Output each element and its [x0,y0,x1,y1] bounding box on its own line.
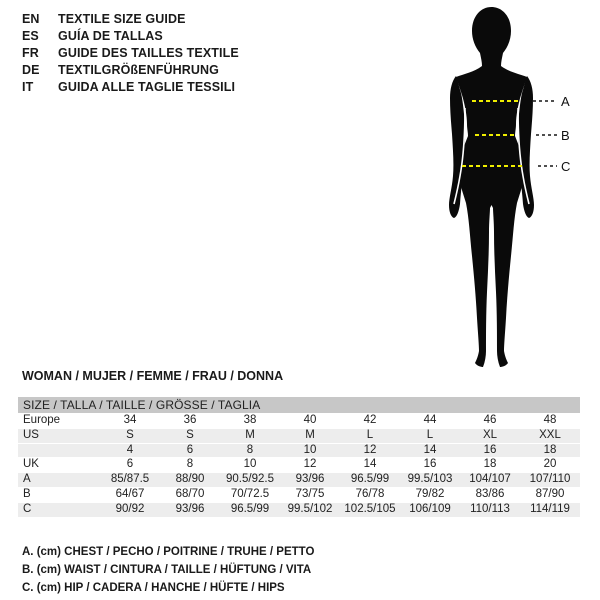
row-label: Europe [18,414,100,429]
lang-title: GUIDE DES TAILLES TEXTILE [58,45,239,60]
size-cell: 46 [460,414,520,429]
row-label: US [18,428,100,443]
measure-legend [22,543,314,597]
language-title-block [22,10,239,95]
row-label: A [18,473,100,488]
lang-row-en [22,10,239,27]
size-cell: S [100,428,160,443]
lang-code: ES [22,28,39,43]
table-row [18,428,580,443]
table-row [18,458,580,473]
body-silhouette [456,7,527,367]
size-cell: XXL [520,428,580,443]
table-header-label: SIZE / TALLA / TAILLE / GRÖSSE / TAGLIA [18,397,580,414]
size-cell: 18 [520,443,580,458]
lang-row-it [22,78,239,95]
table-row [18,502,580,516]
size-cell: 12 [340,443,400,458]
legend-hip: C. (cm) HIP / CADERA / HANCHE / HÜFTE / HIPS [22,582,285,594]
size-cell: 88/90 [160,473,220,488]
table-row [18,473,580,488]
size-cell: 114/119 [520,502,580,516]
lang-row-es [22,27,239,44]
size-cell: 64/67 [100,487,160,502]
size-cell: 20 [520,458,580,473]
size-cell: 16 [460,443,520,458]
size-cell: 90.5/92.5 [220,473,280,488]
size-cell: 14 [400,443,460,458]
size-cell: L [340,428,400,443]
size-cell: 96.5/99 [220,502,280,516]
size-cell: 110/113 [460,502,520,516]
size-cell: XL [460,428,520,443]
legend-chest: A. (cm) CHEST / PECHO / POITRINE / TRUHE / PETTO [22,546,315,558]
size-cell: 18 [460,458,520,473]
lang-code: IT [22,79,34,94]
table-header-row [18,397,580,414]
size-cell: 40 [280,414,340,429]
size-cell: 96.5/99 [340,473,400,488]
woman-figure [420,4,580,374]
size-cell: 6 [160,443,220,458]
lang-title: TEXTILGRÖßENFÜHRUNG [58,62,219,77]
size-cell: 90/92 [100,502,160,516]
row-label: B [18,487,100,502]
size-cell: 10 [280,443,340,458]
lang-row-fr [22,44,239,61]
size-cell: 106/109 [400,502,460,516]
size-cell: 10 [220,458,280,473]
table-row [18,487,580,502]
size-cell: 104/107 [460,473,520,488]
size-table-body [18,414,580,517]
size-cell: 99.5/103 [400,473,460,488]
size-cell: 12 [280,458,340,473]
size-cell: 48 [520,414,580,429]
measure-label-a: A [561,94,570,109]
lang-title: TEXTILE SIZE GUIDE [58,11,186,26]
size-cell: 102.5/105 [340,502,400,516]
size-cell: S [160,428,220,443]
size-cell: 8 [160,458,220,473]
table-row [18,443,580,458]
size-cell: M [220,428,280,443]
measure-label-c: C [561,159,571,174]
table-section-title: WOMAN / MUJER / FEMME / FRAU / DONNA [22,369,284,383]
lang-code: EN [22,11,40,26]
row-label: C [18,502,100,516]
right-arm-silhouette [518,76,534,218]
size-cell: 34 [100,414,160,429]
size-cell: 73/75 [280,487,340,502]
size-cell: 85/87.5 [100,473,160,488]
size-cell: 42 [340,414,400,429]
legend-waist: B. (cm) WAIST / CINTURA / TAILLE / HÜFTUNG / VITA [22,564,312,576]
measure-label-b: B [561,128,570,143]
table-row [18,414,580,429]
size-cell: 87/90 [520,487,580,502]
size-cell: 36 [160,414,220,429]
size-cell: 8 [220,443,280,458]
size-cell: L [400,428,460,443]
size-cell: 38 [220,414,280,429]
size-cell: 76/78 [340,487,400,502]
lang-code: DE [22,62,40,77]
row-label: UK [18,458,100,473]
size-cell: 107/110 [520,473,580,488]
size-cell: 83/86 [460,487,520,502]
size-cell: 14 [340,458,400,473]
lang-code: FR [22,45,39,60]
woman-silhouette-svg [420,4,580,374]
size-cell: 4 [100,443,160,458]
size-cell: 99.5/102 [280,502,340,516]
lang-title: GUIDA ALLE TAGLIE TESSILI [58,79,236,94]
size-cell: 70/72.5 [220,487,280,502]
size-table [18,397,580,517]
row-label [18,443,100,458]
lang-title: GUÍA DE TALLAS [58,28,163,43]
size-cell: 16 [400,458,460,473]
size-cell: 6 [100,458,160,473]
size-cell: 93/96 [280,473,340,488]
size-cell: 68/70 [160,487,220,502]
lang-row-de [22,61,239,78]
size-cell: 93/96 [160,502,220,516]
size-cell: M [280,428,340,443]
left-arm-silhouette [449,76,465,218]
size-cell: 44 [400,414,460,429]
size-cell: 79/82 [400,487,460,502]
